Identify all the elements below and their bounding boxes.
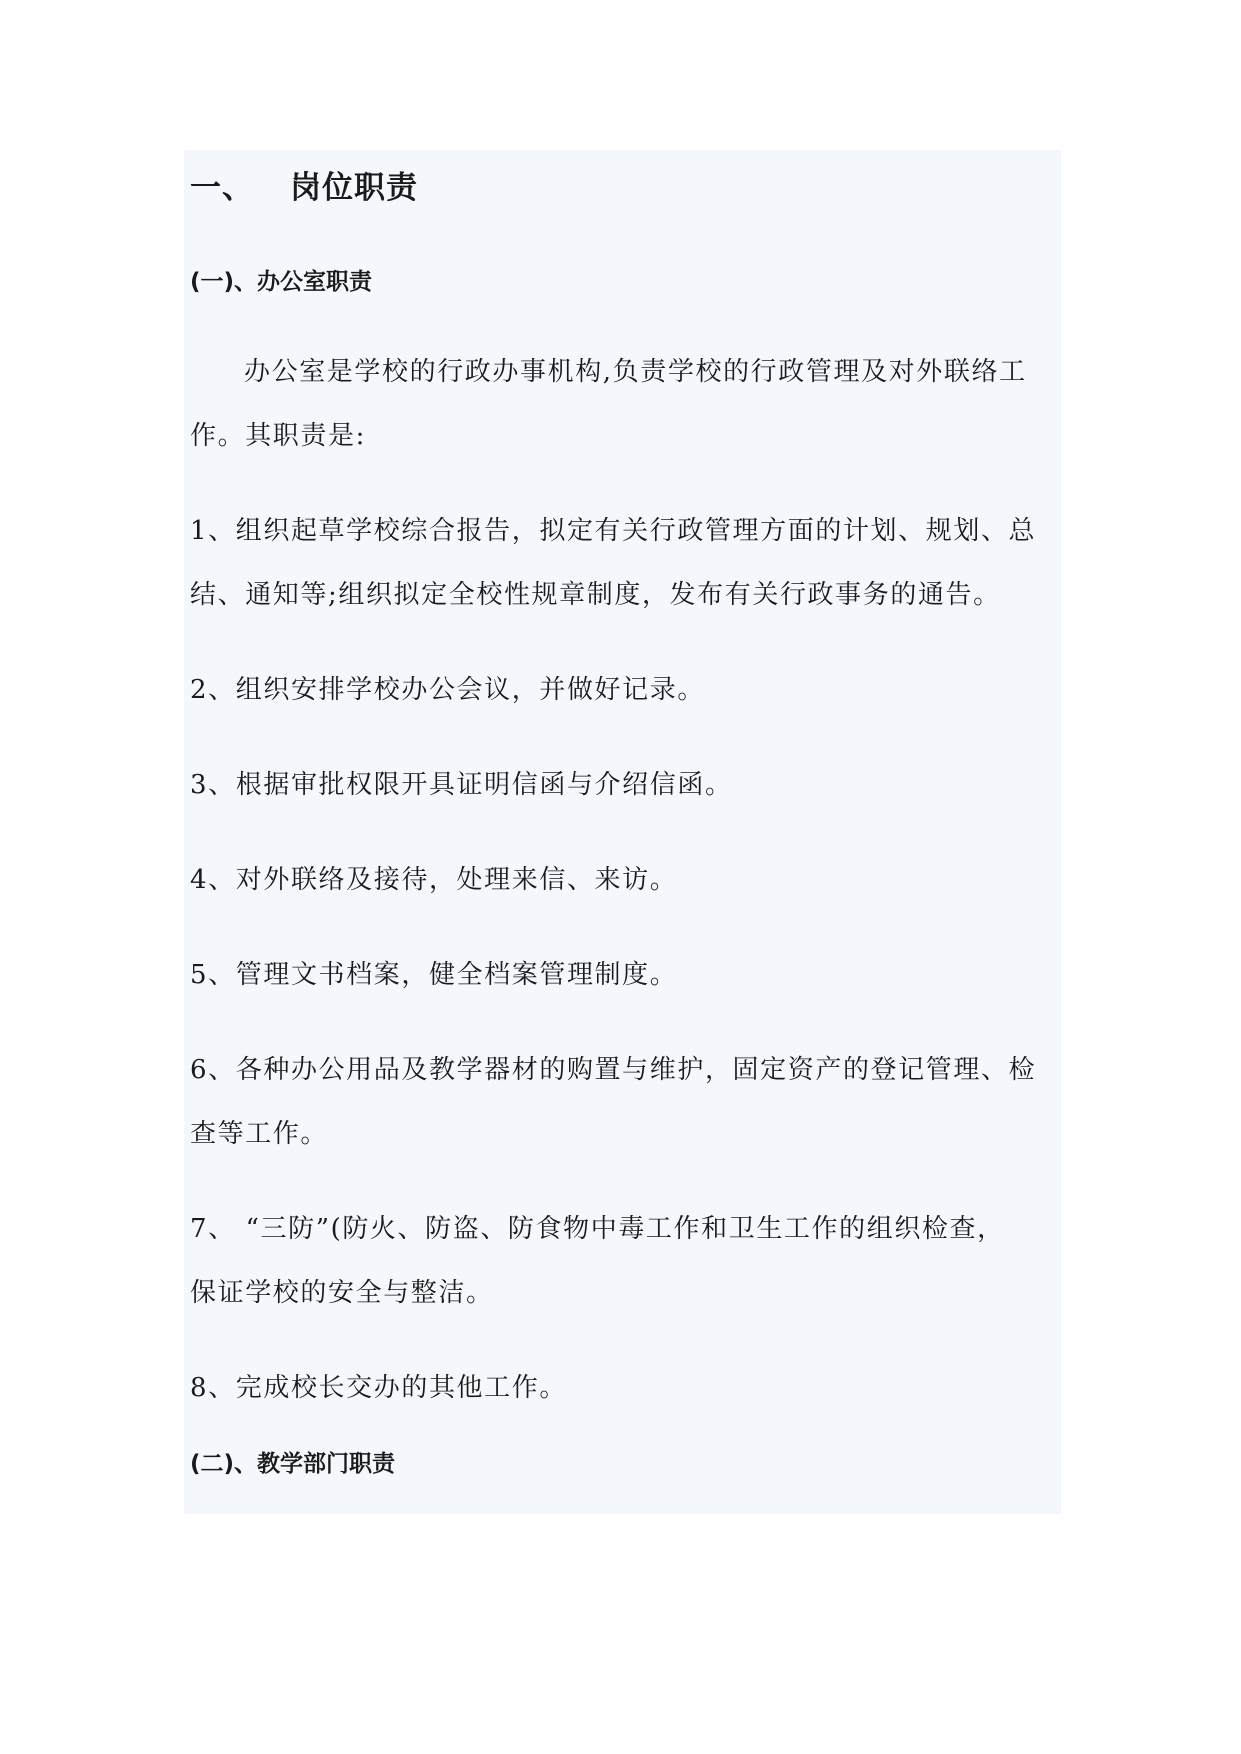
- intro-line-1: 办公室是学校的行政办事机构,负责学校的行政管理及对外联络工: [244, 357, 1027, 387]
- duty-2: 2、组织安排学校办公会议，并做好记录。: [190, 675, 705, 705]
- duty-5: 5、管理文书档案，健全档案管理制度。: [190, 960, 678, 990]
- subsection-title-office: (一)、办公室职责: [190, 269, 373, 295]
- duty-6-line-1: 6、各种办公用品及教学器材的购置与维护，固定资产的登记管理、检: [190, 1055, 1037, 1085]
- duty-6-line-2: 查等工作。: [190, 1119, 329, 1149]
- duty-7-line-1: 7、 “三防”(防火、防盗、防食物中毒工作和卫生工作的组织检查，: [190, 1214, 1005, 1244]
- section-number: 一、: [190, 170, 254, 206]
- duty-4: 4、对外联络及接待，处理来信、来访。: [190, 865, 678, 895]
- duty-3: 3、根据审批权限开具证明信函与介绍信函。: [190, 770, 733, 800]
- intro-line-2: 作。其职责是:: [190, 421, 366, 451]
- duty-1-line-2: 结、通知等;组织拟定全校性规章制度，发布有关行政事务的通告。: [190, 580, 1001, 610]
- duty-8: 8、完成校长交办的其他工作。: [190, 1373, 567, 1403]
- section-heading: [190, 162, 1090, 207]
- duty-7-line-2: 保证学校的安全与整洁。: [190, 1278, 494, 1308]
- duty-1-line-1: 1、组织起草学校综合报告，拟定有关行政管理方面的计划、规划、总: [190, 516, 1037, 546]
- section-title: 岗位职责: [290, 170, 418, 206]
- subsection-title-teaching: (二)、教学部门职责: [190, 1451, 396, 1477]
